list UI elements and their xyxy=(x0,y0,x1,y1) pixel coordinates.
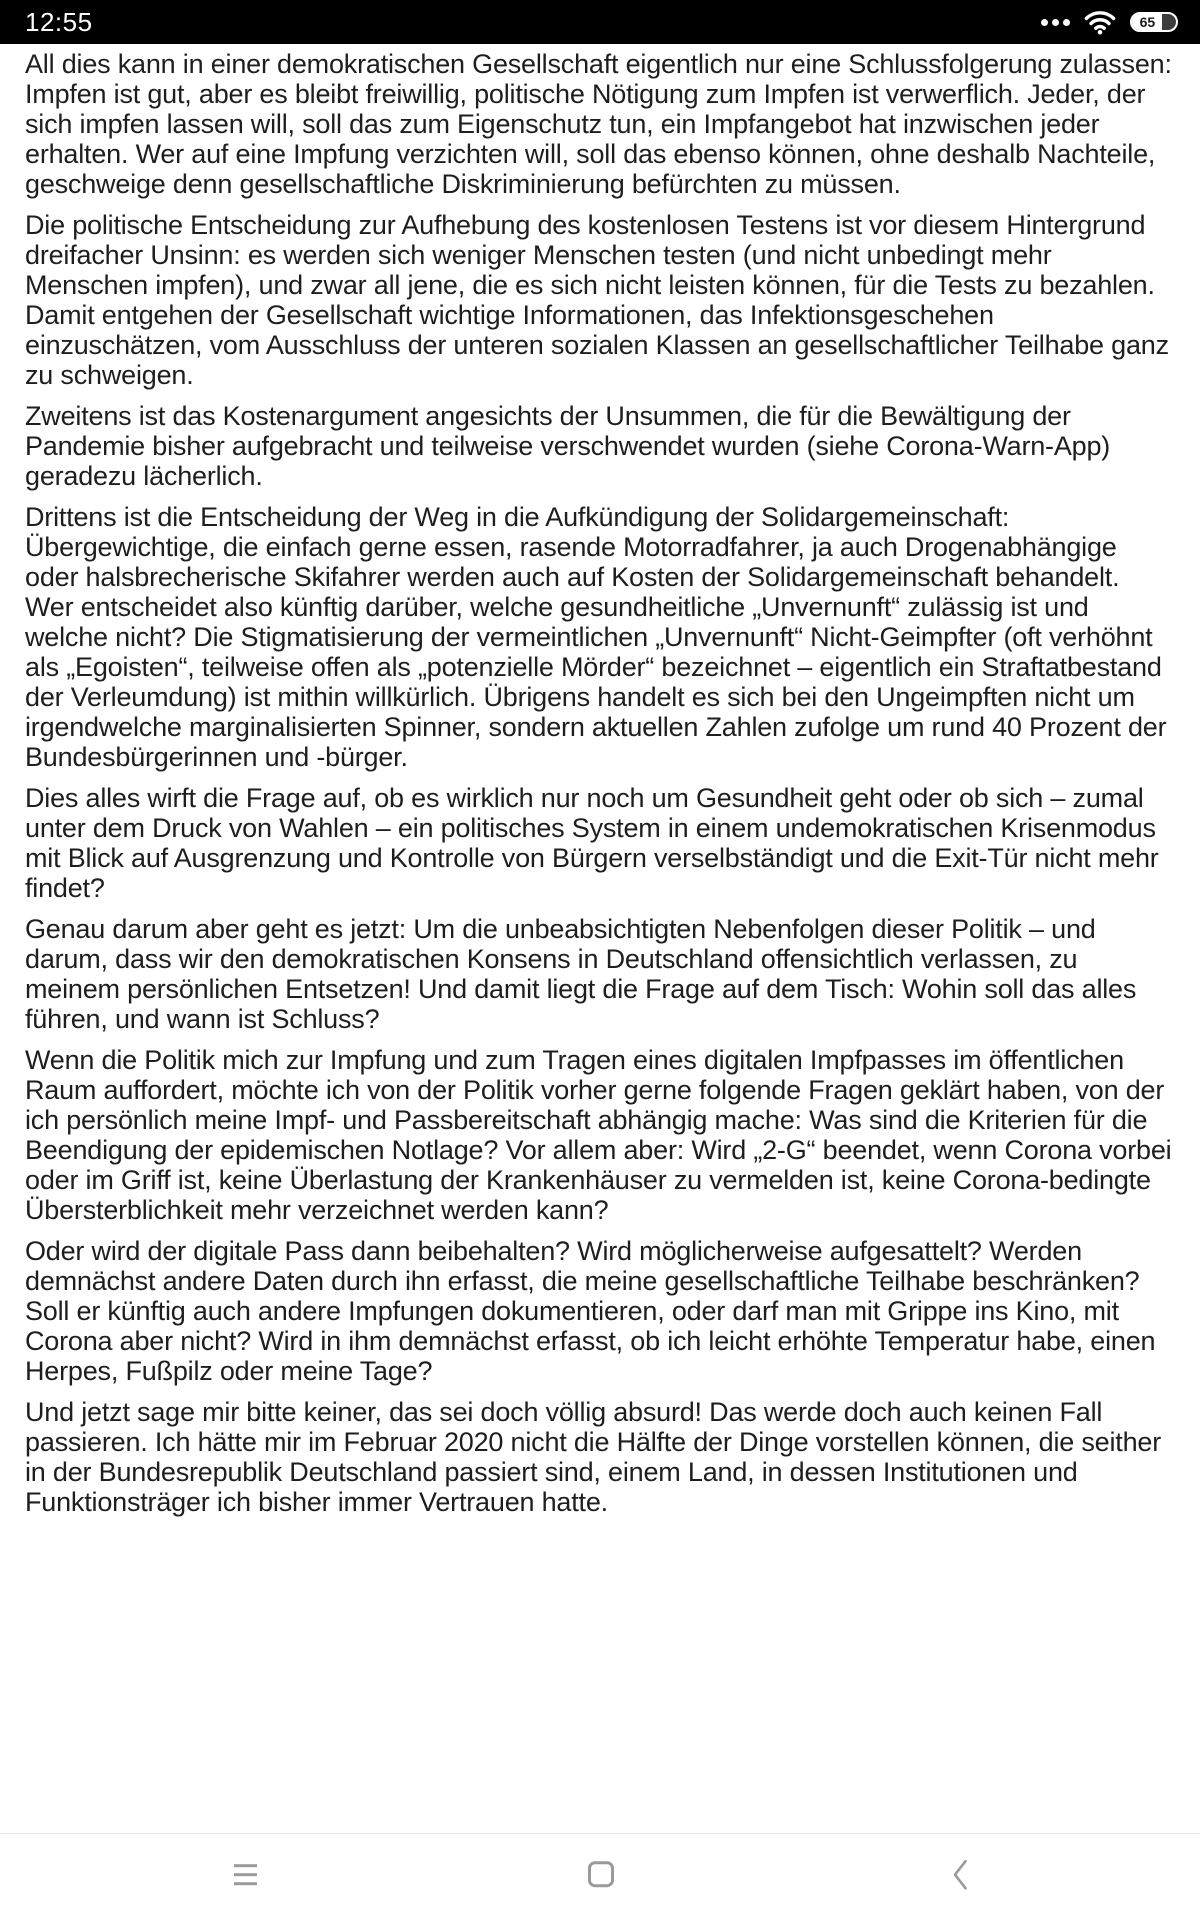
more-dots-icon xyxy=(1041,19,1070,26)
article-paragraph: All dies kann in einer demokratischen Gesellschaft eigentlich nur eine Schlussfolgerung zulassen: Impfen ist gut, aber es bleibt freiwillig, politische Nötigung zum Impfen ist verwerflich. Jeder, der sich impfen lassen will, soll das zum Eigenschutz tun, ein Impfangebot hat inzwischen jeder erhalten. Wer auf eine Impfung verzichten will, soll das ebenso können, ohne deshalb Nachteile, geschweige denn gesellschaftliche Diskriminierung befürchten zu müssen. xyxy=(25,49,1172,199)
battery-icon xyxy=(1130,12,1178,32)
back-button[interactable] xyxy=(920,1839,1000,1909)
home-icon xyxy=(588,1861,614,1887)
menu-icon xyxy=(234,1864,257,1885)
home-button[interactable] xyxy=(561,1839,641,1909)
status-indicators xyxy=(1041,9,1178,35)
article-paragraph: Dies alles wirft die Frage auf, ob es wirklich nur noch um Gesundheit geht oder ob sich – zumal unter dem Druck von Wahlen – ein politisches System in einem undemokratischen Krisenmodus mit Blick auf Ausgrenzung und Kontrolle von Bürgern verselbständigt und die Exit-Tür nicht mehr findet? xyxy=(25,783,1159,903)
article-paragraph: Und jetzt sage mir bitte keiner, das sei doch völlig absurd! Das werde doch auch keinen Fall passieren. Ich hätte mir im Februar 2020 nicht die Hälfte der Dinge vorstellen können, die seither in der Bundesrepublik Deutschland passiert sind, einem Land, in dessen Institutionen und Funktionsträger ich bisher immer Vertrauen hatte. xyxy=(25,1397,1162,1517)
menu-button[interactable] xyxy=(205,1839,285,1909)
article-paragraph: Die politische Entscheidung zur Aufhebung des kostenlosen Testens ist vor diesem Hintergrund dreifacher Unsinn: es werden sich weniger Menschen testen (und nicht unbedingt mehr Menschen impfen), und zwar all jene, die es sich nicht leisten können, für die Tests zu bezahlen. Damit entgehen der Gesellschaft wichtige Informationen, das Infektionsgeschehen einzuschätzen, vom Ausschluss der unteren sozialen Klassen an gesellschaftlicher Teilhabe ganz zu schweigen. xyxy=(25,210,1169,390)
article-paragraph: Wenn die Politik mich zur Impfung und zum Tragen eines digitalen Impfpasses im öffentlichen Raum auffordert, möchte ich von der Politik vorher gerne folgende Fragen geklärt haben, von der ich persönlich meine Impf- und Passbereitschaft abhängig mache: Was sind die Kriterien für die Beendigung der epidemischen Notlage? Vor allem aber: Wird „2-G“ beendet, wenn Corona vorbei oder im Griff ist, keine Überlastung der Krankenhäuser zu vermelden ist, keine Corona-bedingte Übersterblichkeit mehr verzeichnet werden kann? xyxy=(25,1045,1172,1225)
article-paragraph: Drittens ist die Entscheidung der Weg in die Aufkündigung der Solidargemeinschaft: Übergewichtige, die einfach gerne essen, rasende Motorradfahrer, ja auch Drogenabhängige oder halsbrecherische Skifahrer werden auch auf Kosten der Solidargemeinschaft behandelt. Wer entscheidet also künftig darüber, welche gesundheitliche „Unvernunft“ zulässig ist und welche nicht? Die Stigmatisierung der vermeintlichen „Unvernunft“ Nicht-Geimpfter (oft verhöhnt als „Egoisten“, teilweise offen als „potenzielle Mörder“ bezeichnet – eigentlich ein Straftatbestand der Verleumdung) ist mithin willkürlich. Übrigens handelt es sich bei den Ungeimpften nicht um irgendwelche marginalisierten Spinner, sondern aktuellen Zahlen zufolge um rund 40 Prozent der Bundesbürgerinnen und -bürger. xyxy=(25,502,1167,772)
wifi-icon xyxy=(1084,9,1116,35)
status-bar xyxy=(0,0,1200,44)
battery-percent: 65 xyxy=(1139,14,1156,30)
android-navigation-bar xyxy=(0,1833,1200,1920)
article-paragraph: Oder wird der digitale Pass dann beibehalten? Wird möglicherweise aufgesattelt? Werden demnächst andere Daten durch ihn erfasst, die meine gesellschaftliche Teilhabe beschränken? Soll er künftig auch andere Impfungen dokumentieren, oder darf man mit Grippe ins Kino, mit Corona aber nicht? Wird in ihm demnächst erfasst, ob ich leicht erhöhte Temperatur habe, einen Herpes, Fußpilz oder meine Tage? xyxy=(25,1236,1156,1386)
back-chevron-icon xyxy=(952,1859,968,1890)
clock-time: 12:55 xyxy=(25,6,93,37)
article-paragraph: Genau darum aber geht es jetzt: Um die unbeabsichtigten Nebenfolgen dieser Politik – und darum, dass wir den demokratischen Konsens in Deutschland offensichtlich verlassen, zu meinem persönlichen Entsetzen! Und damit liegt die Frage auf dem Tisch: Wohin soll das alles führen, und wann ist Schluss? xyxy=(25,914,1137,1034)
article-paragraph: Zweitens ist das Kostenargument angesichts der Unsummen, die für die Bewältigung der Pandemie bisher aufgebracht und teilweise verschwendet wurden (siehe Corona-Warn-App) geradezu lächerlich. xyxy=(25,401,1111,491)
article-scroll-area[interactable] xyxy=(0,44,1200,1833)
